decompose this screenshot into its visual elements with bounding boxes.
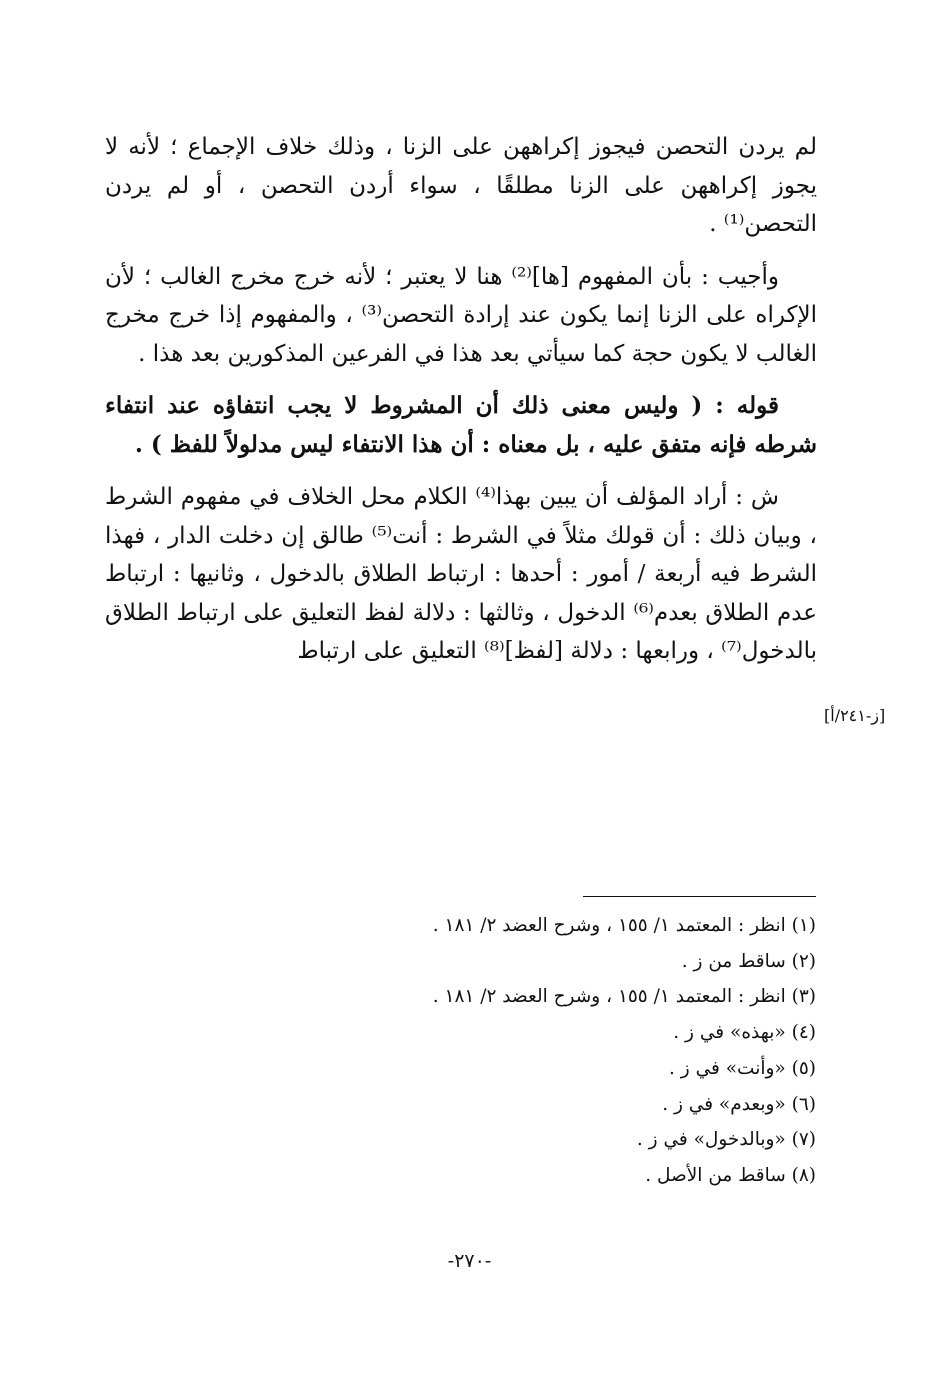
paragraph-commentary: ش : أراد المؤلف أن يبين بهذا⁽⁴⁾ الكلام محل الخلاف في مفهوم الشرط ، وبيان ذلك : أن قولك مثلاً في الشرط : أنت⁽⁵⁾ طالق إن دخلت الدار ، فهذا الشرط فيه أربعة / أمور : أحدها : ارتباط الطلاق بالدخول ، وثانيها : ارتباط عدم الطلاق بعدم⁽⁶⁾ الدخول ، وثالثها : دلالة لفظ التعليق على ارتباط الطلاق بالدخول⁽⁷⁾ ، ورابعها : دلالة [لفظ]⁽⁸⁾ التعليق على ارتباط: [105, 484, 818, 664]
footnote-3: (٣) انظر : المعتمد ١/ ١٥٥ ، وشرح العضد ٢/ ١٨١ .: [432, 986, 816, 1008]
main-text: [105, 128, 817, 685]
paragraph-2: وأجيب : بأن المفهوم [ها]⁽²⁾ هنا لا يعتبر ؛ لأنه خرج مخرج الغالب ؛ لأن الإكراه على الزنا إنما يكون عند إرادة التحصن⁽³⁾ ، والمفهوم إذا خرج مخرج الغالب لا يكون حجة كما سيأتي بعد هذا في الفرعين المذكورين بعد هذا .: [105, 263, 817, 367]
quoted-statement: قوله : ( وليس معنى ذلك أن المشروط لا يجب انتفاؤه عند انتفاء شرطه فإنه متفق عليه ، بل معناه : أن هذا الانتفاء ليس مدلولاً للفظ ) .: [105, 392, 817, 458]
footnote-5: (٥) «وأنت» في ز .: [669, 1057, 816, 1079]
footnote-4: (٤) «بهذه» في ز .: [673, 1022, 816, 1044]
footnote-7: (٧) «وبالدخول» في ز .: [636, 1129, 816, 1151]
manuscript-folio-marker: [ز-٢٤١/أ]: [824, 706, 886, 725]
footnote-1: (١) انظر : المعتمد ١/ ١٥٥ ، وشرح العضد ٢/ ١٨١ .: [432, 915, 816, 936]
footnotes: [300, 908, 816, 1194]
paragraph-1: لم يردن التحصن فيجوز إكراههن على الزنا ، وذلك خلاف الإجماع ؛ لأنه لا يجوز إكراههن على الزنا مطلقًا ، سواء أردن التحصن ، أو لم يردن التحصن⁽¹⁾ .: [105, 134, 817, 237]
footnote-8: (٨) ساقط من الأصل .: [645, 1164, 816, 1186]
footnote-divider: [583, 896, 816, 897]
footnote-2: (٢) ساقط من ز .: [681, 950, 816, 972]
page-number: -٢٧٠-: [447, 1250, 492, 1272]
footnote-6: (٦) «وبعدم» في ز .: [662, 1093, 816, 1115]
